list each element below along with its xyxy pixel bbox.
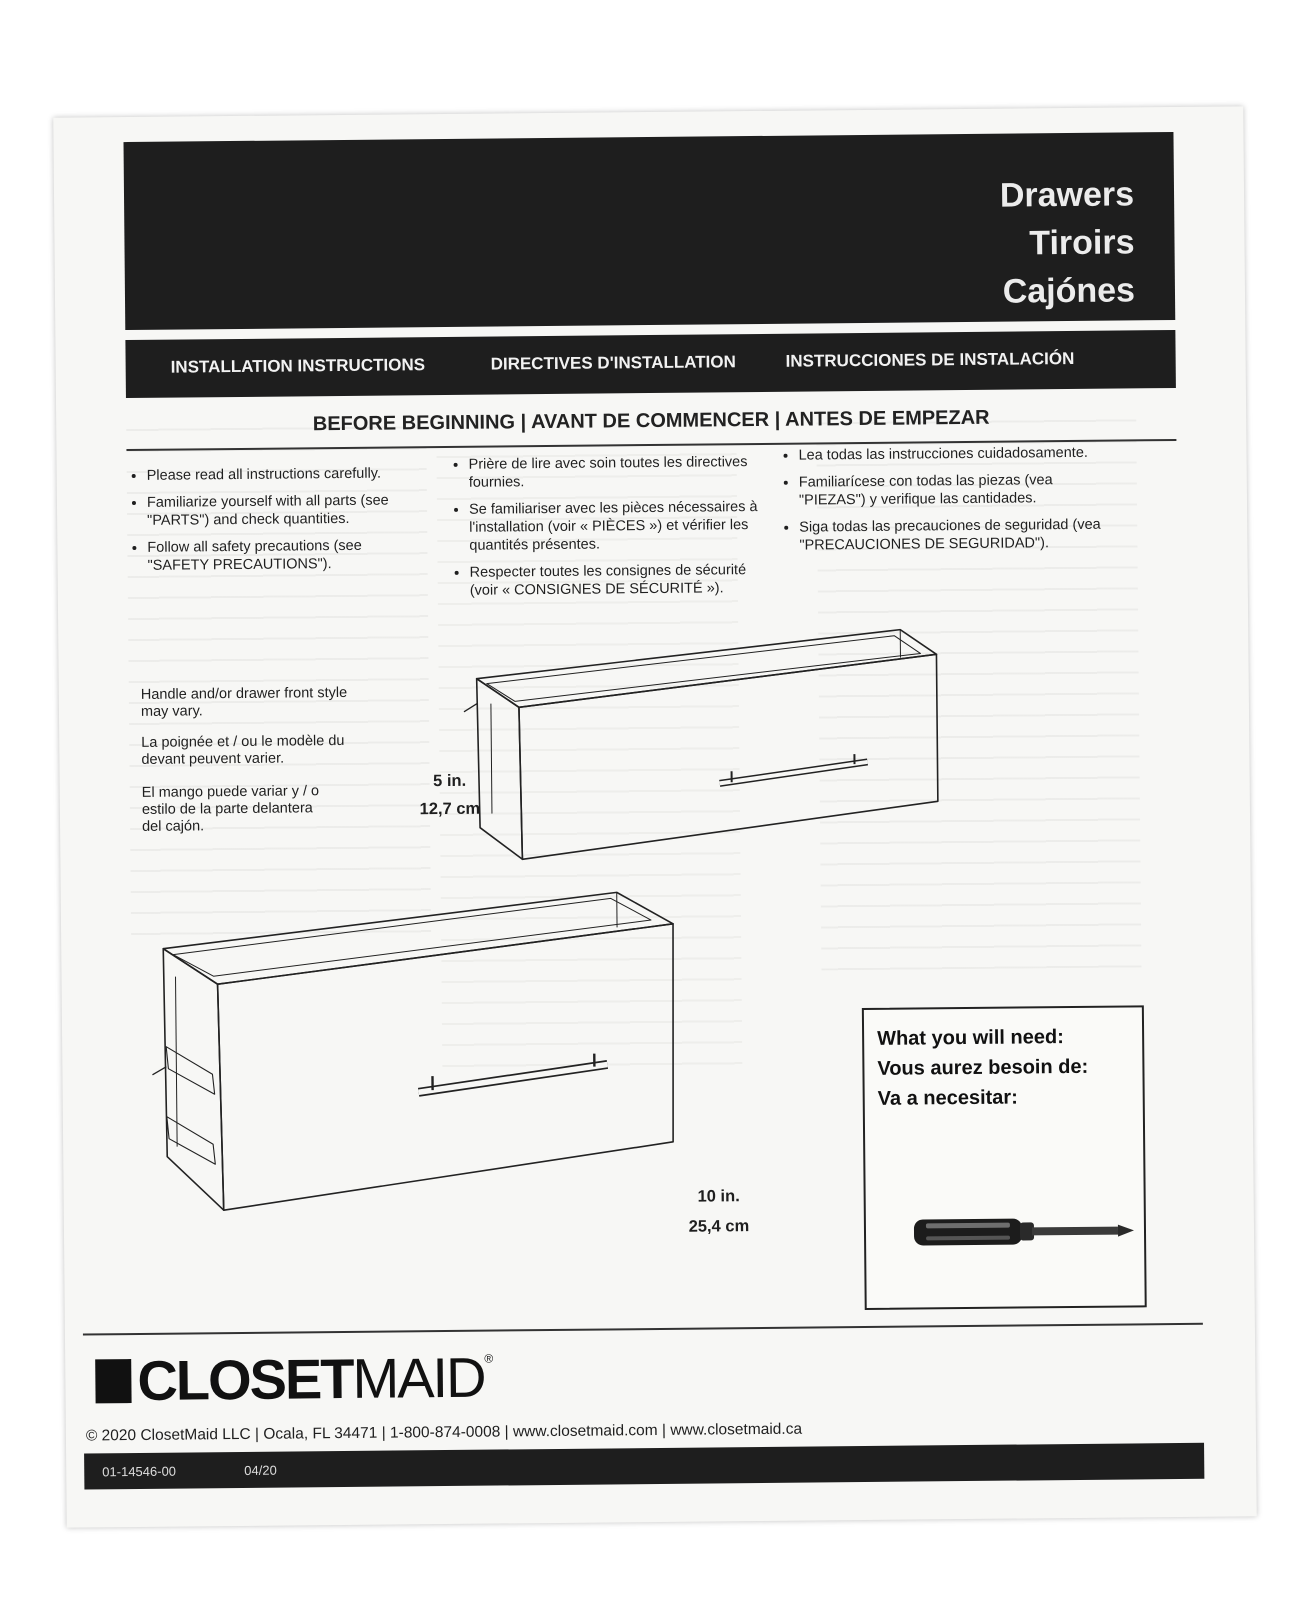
section-title-fr: DIRECTIVES D'INSTALLATION	[490, 352, 736, 374]
section-title-en: INSTALLATION INSTRUCTIONS	[170, 355, 426, 377]
bullet-item: • Familiarícese con todas las piezas (vea "PIEZAS") y verifique las cantidades.	[799, 471, 1119, 510]
bullet-item: • Lea todas las instrucciones cuidadosamente.	[798, 444, 1118, 465]
tools-needed-text	[877, 1022, 1089, 1114]
tools-needed-es: Va a necesitar:	[877, 1086, 1018, 1110]
bullet-item: • Familiarize yourself with all parts (see "PARTS") and check quantities.	[147, 491, 422, 530]
dimension-small-in: 5 in.	[433, 771, 467, 791]
bullet-item: • Please read all instructions carefully.	[147, 464, 422, 485]
logo-bold-text: CLOSET	[137, 1346, 353, 1412]
logo-light-text: MAID	[352, 1345, 485, 1410]
dimension-small-cm: 12,7 cm	[419, 799, 481, 819]
closetmaid-logo	[95, 1346, 494, 1414]
screwdriver-icon	[910, 1205, 1140, 1257]
part-number: 01-14546-00	[102, 1463, 177, 1480]
date-code: 04/20	[244, 1462, 277, 1478]
logo-square	[95, 1359, 131, 1403]
large-drawer-drawing	[151, 892, 676, 1211]
tools-needed-box	[862, 1005, 1147, 1310]
note-fr: La poignée et / ou le modèle du devant peuvent varier.	[141, 732, 345, 768]
bullet-item: • Respecter toutes les consignes de sécurité (voir « CONSIGNES DE SÉCURITÉ »).	[470, 561, 770, 600]
before-beginning-heading: BEFORE BEGINNING | AVANT DE COMMENCER | ANTES DE EMPEZAR	[312, 406, 990, 436]
instruction-sheet	[53, 106, 1256, 1527]
logo-registered-mark: ®	[484, 1351, 494, 1366]
bullet-item: • Se familiariser avec les pièces nécessaires à l'installation (voir « PIÈCES ») et vérifier les quantités présentes.	[469, 498, 770, 555]
drawer-illustrations	[53, 106, 1256, 1527]
bullet-item: • Prière de lire avec soin toutes les directives fournies.	[469, 453, 769, 492]
bullet-item: • Siga todas las precauciones de seguridad (vea "PRECAUCIONES DE SEGURIDAD").	[799, 516, 1119, 555]
title-en: Drawers	[999, 175, 1135, 215]
tools-needed-en: What you will need:	[877, 1026, 1064, 1050]
small-drawer-drawing	[463, 629, 938, 860]
copyright-line: © 2020 ClosetMaid LLC | Ocala, FL 34471 | 1-800-874-0008 | www.closetmaid.com | www.closetmaid.ca	[85, 1420, 803, 1445]
dimension-large-cm: 25,4 cm	[688, 1217, 750, 1236]
dimension-large-in: 10 in.	[697, 1187, 740, 1206]
note-es: El mango puede variar y / o estilo de la parte delantera del cajón.	[141, 783, 320, 835]
section-title-es: INSTRUCCIONES DE INSTALACIÓN	[785, 348, 1075, 371]
title-es: Cajónes	[1002, 271, 1136, 311]
bullet-item: • Follow all safety precautions (see "SAFETY PRECAUTIONS").	[147, 536, 422, 575]
tools-needed-fr: Vous aurez besoin de:	[877, 1055, 1089, 1080]
title-fr: Tiroirs	[1029, 223, 1135, 263]
note-en: Handle and/or drawer front style may vary.	[140, 684, 348, 720]
